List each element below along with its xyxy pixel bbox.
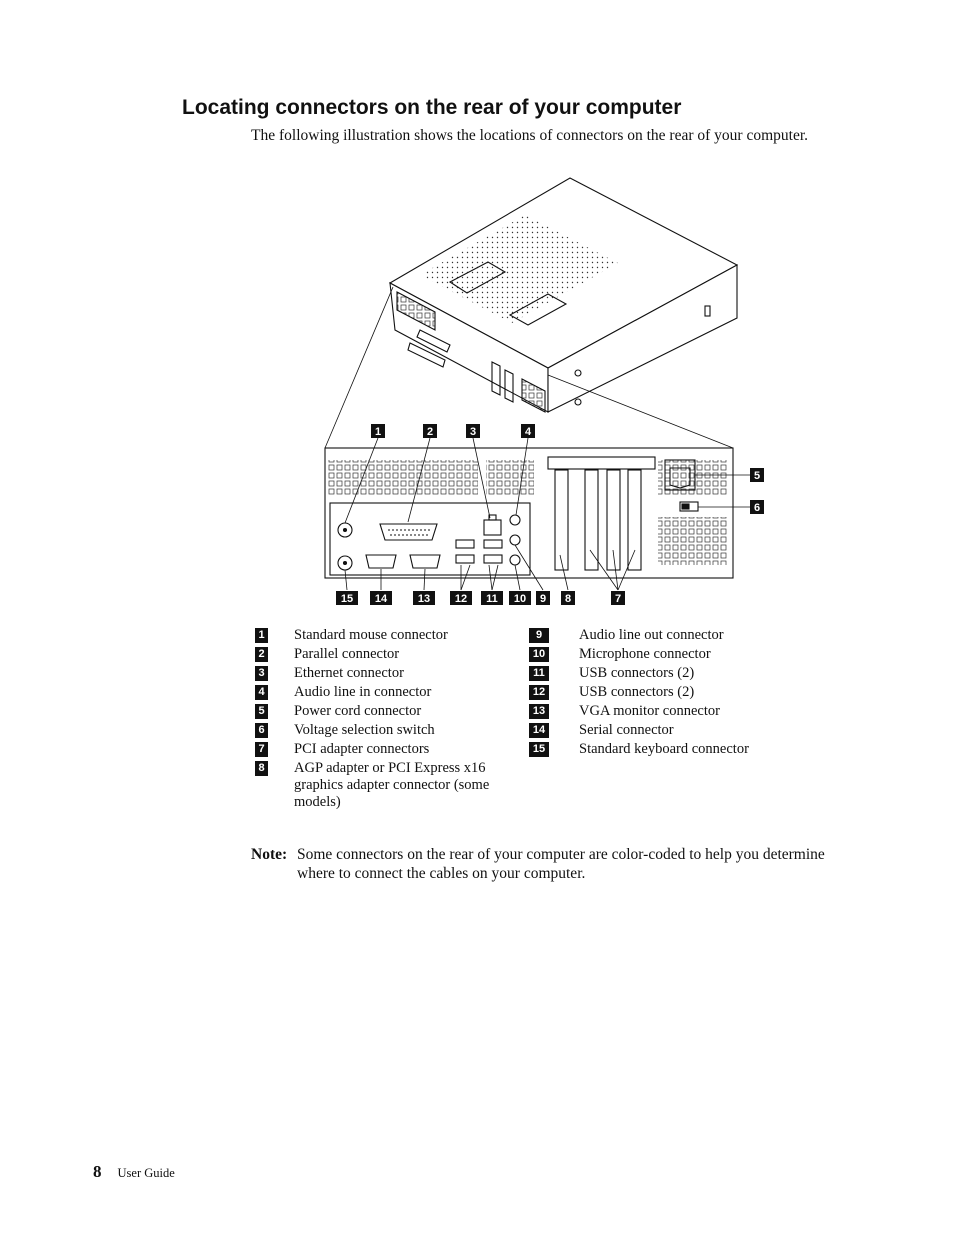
svg-text:6: 6 [753, 502, 761, 514]
callout-7 [611, 591, 625, 605]
legend-column-2 [529, 627, 829, 760]
legend-item [529, 703, 829, 720]
legend-label: Voltage selection switch [294, 722, 435, 738]
legend-item [529, 627, 829, 644]
callout-9 [536, 591, 550, 605]
legend-label: Parallel connector [294, 646, 400, 662]
callout-12 [450, 591, 472, 605]
svg-text:11: 11 [486, 593, 498, 605]
svg-text:7: 7 [614, 593, 622, 605]
svg-text:13: 13 [417, 593, 431, 605]
computer-overview [390, 178, 737, 412]
legend-label: Microphone connector [579, 646, 711, 662]
legend-number: 12 [529, 685, 549, 700]
callout-2 [423, 424, 437, 438]
legend-number: 6 [255, 723, 268, 738]
svg-text:2: 2 [426, 426, 434, 438]
svg-text:10: 10 [513, 593, 527, 605]
page-number: 8 [93, 1162, 102, 1181]
legend-number: 1 [255, 628, 268, 643]
callout-11 [481, 591, 503, 605]
legend-number: 5 [255, 704, 268, 719]
callout-1 [371, 424, 385, 438]
legend-number: 8 [255, 761, 268, 776]
legend-item [529, 646, 829, 663]
intro-paragraph: The following illustration shows the locations of connectors on the rear of your computer. [251, 127, 809, 144]
legend-item [255, 627, 525, 644]
callout-3 [466, 424, 480, 438]
legend-number: 11 [529, 666, 549, 681]
legend-number: 14 [529, 723, 549, 738]
legend-item [529, 722, 829, 739]
legend-item [255, 722, 525, 739]
callout-8 [561, 591, 575, 605]
page-heading: Locating connectors on the rear of your computer [182, 96, 682, 119]
legend-number: 4 [255, 685, 268, 700]
legend-item [529, 741, 829, 758]
legend-item [529, 684, 829, 701]
callout-14 [370, 591, 392, 605]
legend-label: Ethernet connector [294, 665, 404, 681]
callout-10 [509, 591, 531, 605]
callout-6 [750, 500, 764, 514]
legend-label: Audio line out connector [579, 627, 724, 643]
legend-number: 15 [529, 742, 549, 757]
legend-item [255, 741, 525, 758]
callout-15 [336, 591, 358, 605]
svg-text:1: 1 [374, 426, 382, 438]
callout-4 [521, 424, 535, 438]
svg-text:5: 5 [753, 470, 761, 482]
legend-label: PCI adapter connectors [294, 741, 430, 757]
legend-item [255, 703, 525, 720]
legend-item [255, 760, 525, 811]
note-block [251, 845, 831, 883]
legend-item [255, 646, 525, 663]
legend-label: Audio line in connector [294, 684, 432, 700]
legend-label: VGA monitor connector [579, 703, 720, 719]
svg-text:9: 9 [539, 593, 547, 605]
legend-item [255, 684, 525, 701]
legend-column-1 [255, 627, 525, 813]
legend-number: 3 [255, 666, 268, 681]
legend-label: Standard mouse connector [294, 627, 448, 643]
legend-label: Power cord connector [294, 703, 422, 719]
legend-label: USB connectors (2) [579, 665, 695, 681]
callout-5 [750, 468, 764, 482]
legend-item [529, 665, 829, 682]
legend-item [255, 665, 525, 682]
legend-label: Standard keyboard connector [579, 741, 749, 757]
legend-number: 7 [255, 742, 268, 757]
svg-text:8: 8 [564, 593, 572, 605]
legend-label: AGP adapter or PCI Express x16 graphics adapter connector (some models) [294, 760, 490, 810]
svg-text:12: 12 [454, 593, 468, 605]
legend-number: 9 [529, 628, 549, 643]
svg-text:15: 15 [340, 593, 354, 605]
legend-label: Serial connector [579, 722, 674, 738]
svg-text:14: 14 [374, 593, 388, 605]
svg-text:4: 4 [524, 426, 532, 438]
page-footer [93, 1162, 175, 1182]
rear-connectors-illustration [300, 170, 770, 610]
legend-number: 2 [255, 647, 268, 662]
rear-panel [325, 448, 733, 578]
svg-text:3: 3 [469, 426, 477, 438]
legend-number: 10 [529, 647, 549, 662]
note-label: Note: [251, 846, 288, 863]
legend-number: 13 [529, 704, 549, 719]
legend-label: USB connectors (2) [579, 684, 695, 700]
callout-13 [413, 591, 435, 605]
note-text: Some connectors on the rear of your computer are color-coded to help you determine where to connect the cables on your computer. [297, 846, 825, 882]
running-title: User Guide [117, 1166, 175, 1180]
